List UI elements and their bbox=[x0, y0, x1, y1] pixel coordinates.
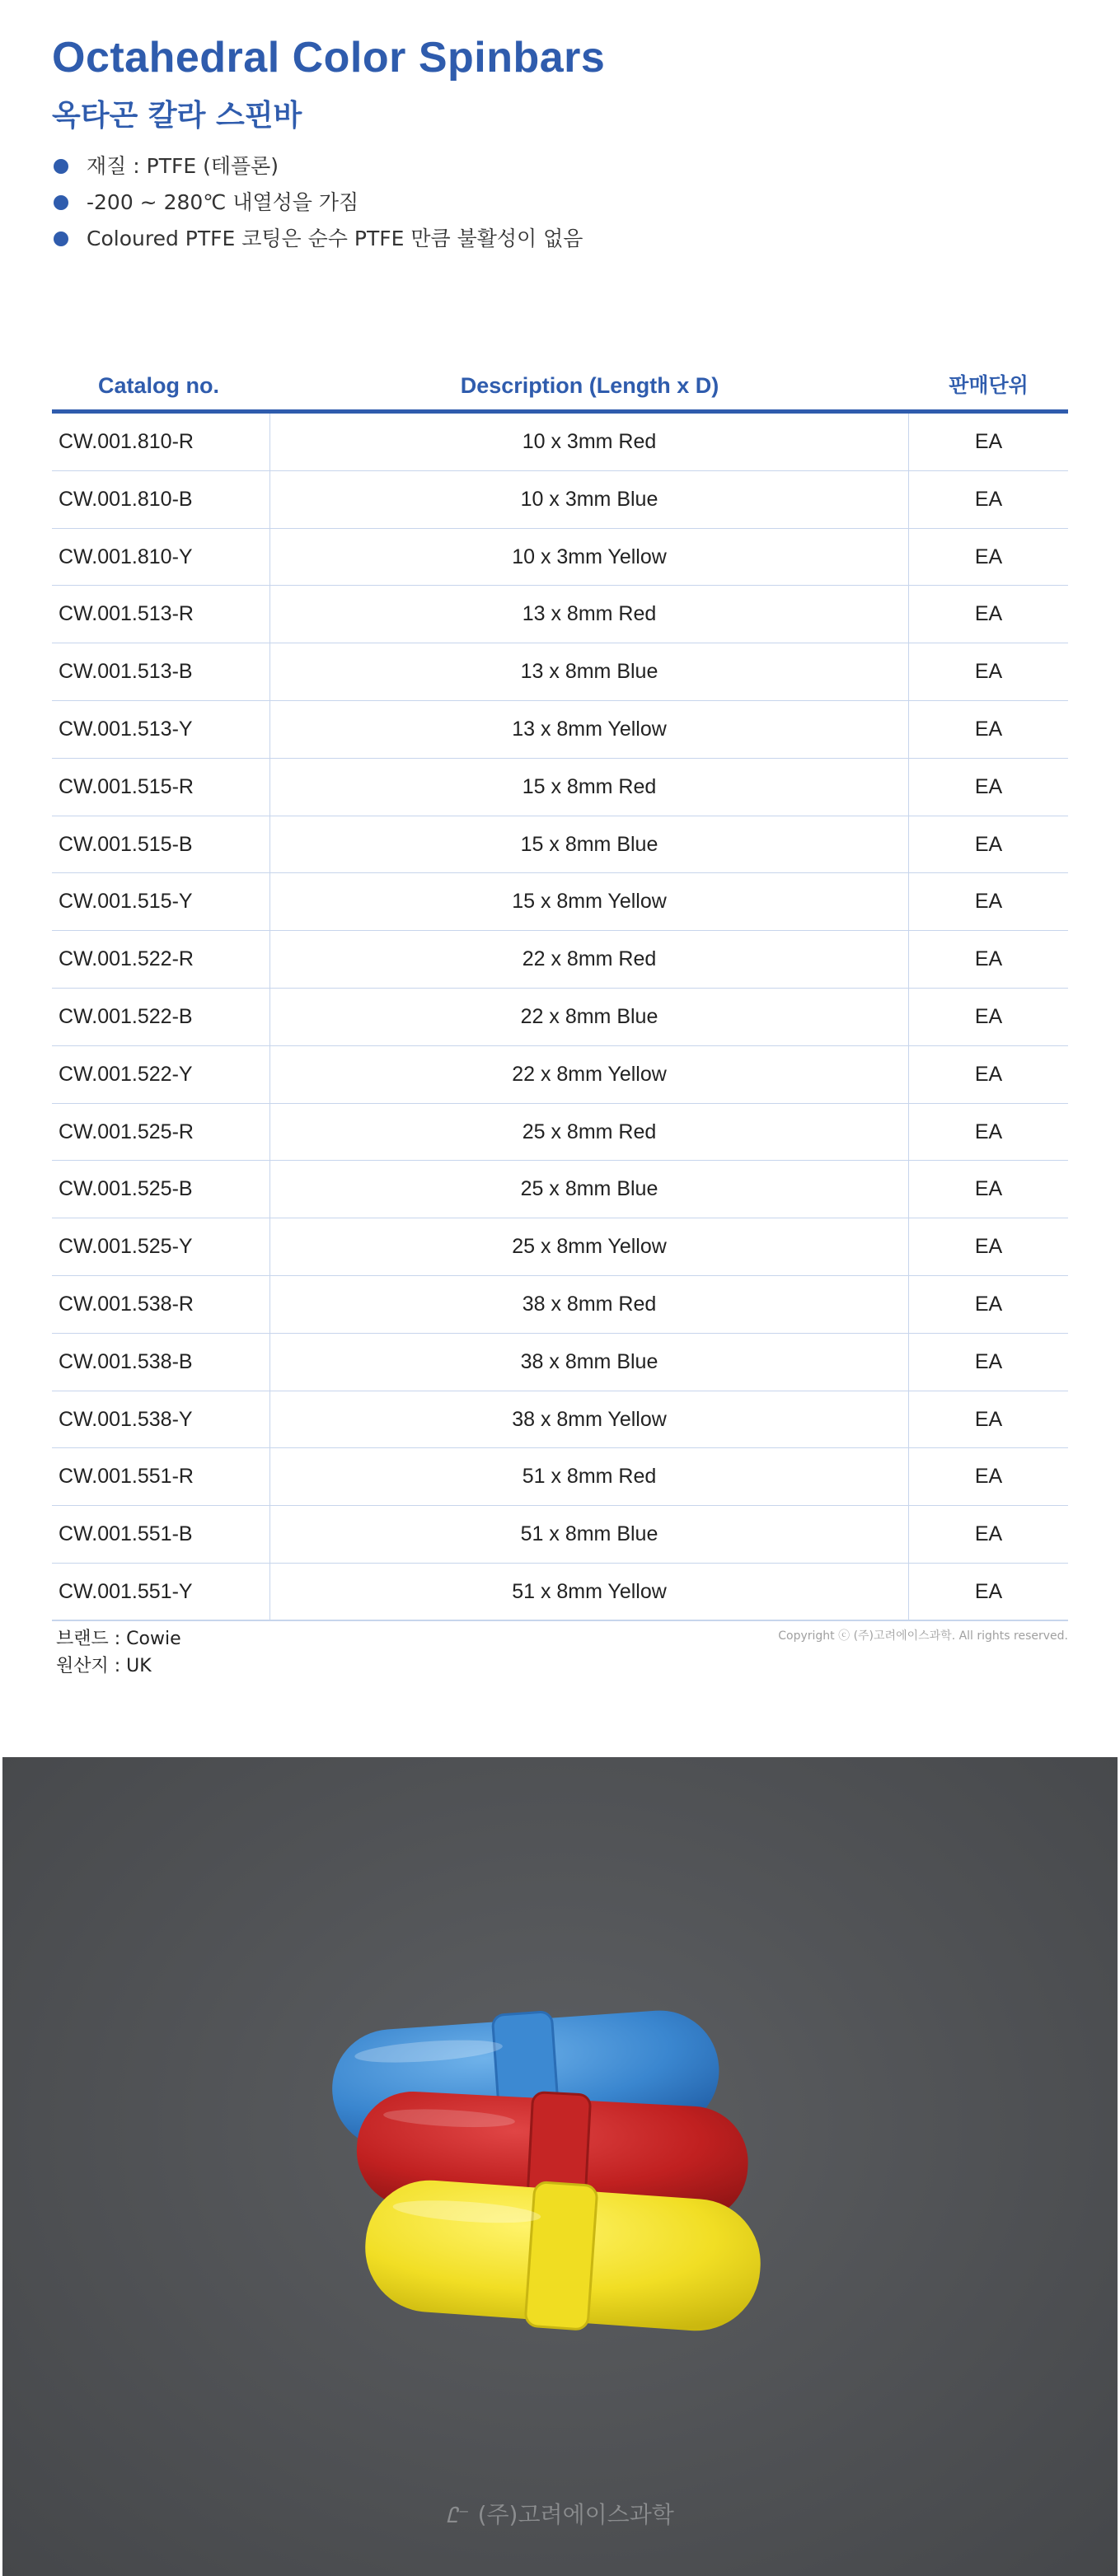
catalog-no-cell: CW.001.810-B bbox=[52, 471, 270, 528]
catalog-no-cell: CW.001.551-Y bbox=[52, 1564, 270, 1620]
catalog-no-cell: CW.001.522-Y bbox=[52, 1046, 270, 1103]
description-cell: 25 x 8mm Red bbox=[270, 1104, 909, 1161]
catalog-no-cell: CW.001.525-R bbox=[52, 1104, 270, 1161]
unit-cell: EA bbox=[974, 1062, 1003, 1086]
unit-cell: EA bbox=[974, 487, 1003, 511]
unit-cell: EA bbox=[974, 1292, 1003, 1316]
feature-item bbox=[52, 148, 583, 185]
catalog-no-cell: CW.001.551-B bbox=[52, 1506, 270, 1563]
feature-item bbox=[52, 221, 583, 257]
bullet-icon bbox=[54, 195, 68, 210]
catalog-no-cell: CW.001.522-R bbox=[52, 931, 270, 988]
description-cell: 25 x 8mm Yellow bbox=[270, 1218, 909, 1275]
product-photo bbox=[2, 1757, 1118, 2576]
origin-text: 원산지 : UK bbox=[56, 1656, 152, 1676]
catalog-no-cell: CW.001.515-B bbox=[52, 816, 270, 873]
page-title: Octahedral Color Spinbars bbox=[52, 34, 606, 82]
table-row bbox=[52, 1506, 1068, 1564]
catalog-no-cell: CW.001.513-Y bbox=[52, 701, 270, 758]
table-row bbox=[52, 701, 1068, 759]
catalog-no-cell: CW.001.525-Y bbox=[52, 1218, 270, 1275]
catalog-no-cell: CW.001.513-R bbox=[52, 586, 270, 643]
table-row bbox=[52, 931, 1068, 989]
catalog-no-cell: CW.001.513-B bbox=[52, 643, 270, 700]
table-row bbox=[52, 529, 1068, 587]
description-cell: 22 x 8mm Red bbox=[270, 931, 909, 988]
spinbar-illustration bbox=[2, 1757, 1118, 2576]
feature-item bbox=[52, 185, 583, 221]
catalog-no-cell: CW.001.515-Y bbox=[52, 873, 270, 930]
catalog-no-cell: CW.001.551-R bbox=[52, 1448, 270, 1505]
unit-cell: EA bbox=[974, 660, 1003, 684]
unit-cell: EA bbox=[974, 832, 1003, 856]
table-row bbox=[52, 1104, 1068, 1162]
table-row bbox=[52, 1218, 1068, 1276]
watermark-text: (주)고려에이스과학 bbox=[477, 2501, 674, 2528]
description-cell: 25 x 8mm Blue bbox=[270, 1161, 909, 1218]
unit-cell: EA bbox=[974, 1235, 1003, 1259]
unit-cell: EA bbox=[974, 1407, 1003, 1431]
table-row bbox=[52, 1564, 1068, 1621]
description-cell: 10 x 3mm Blue bbox=[270, 471, 909, 528]
table-row bbox=[52, 1448, 1068, 1506]
table-row bbox=[52, 989, 1068, 1046]
header-catalog-no: Catalog no. bbox=[98, 373, 219, 398]
bullet-icon bbox=[54, 159, 68, 174]
description-cell: 10 x 3mm Yellow bbox=[270, 529, 909, 586]
description-cell: 38 x 8mm Red bbox=[270, 1276, 909, 1333]
unit-cell: EA bbox=[974, 1349, 1003, 1373]
description-cell: 51 x 8mm Red bbox=[270, 1448, 909, 1505]
header-unit: 판매단위 bbox=[949, 373, 1029, 397]
table-row bbox=[52, 816, 1068, 874]
catalog-no-cell: CW.001.522-B bbox=[52, 989, 270, 1045]
unit-cell: EA bbox=[974, 1465, 1003, 1489]
unit-cell: EA bbox=[974, 430, 1003, 453]
table-row bbox=[52, 1046, 1068, 1104]
description-cell: 10 x 3mm Red bbox=[270, 414, 909, 470]
table-row bbox=[52, 471, 1068, 529]
description-cell: 51 x 8mm Blue bbox=[270, 1506, 909, 1563]
description-cell: 38 x 8mm Yellow bbox=[270, 1391, 909, 1448]
table-row bbox=[52, 1334, 1068, 1391]
description-cell: 22 x 8mm Yellow bbox=[270, 1046, 909, 1103]
catalog-no-cell: CW.001.525-B bbox=[52, 1161, 270, 1218]
unit-cell: EA bbox=[974, 774, 1003, 798]
description-cell: 13 x 8mm Blue bbox=[270, 643, 909, 700]
catalog-no-cell: CW.001.810-Y bbox=[52, 529, 270, 586]
header-description: Description (Length x D) bbox=[460, 373, 719, 398]
unit-cell: EA bbox=[974, 1522, 1003, 1546]
table-row bbox=[52, 873, 1068, 931]
copyright-text: Copyright ⓒ (주)고려에이스과학. All rights reserved. bbox=[778, 1629, 1068, 1643]
table-row bbox=[52, 1161, 1068, 1218]
product-meta bbox=[56, 1625, 181, 1680]
unit-cell: EA bbox=[974, 1579, 1003, 1603]
bullet-icon bbox=[54, 231, 68, 246]
table-row bbox=[52, 1391, 1068, 1449]
feature-text: -200 ~ 280℃ 내열성을 가짐 bbox=[87, 190, 359, 214]
page-subtitle: 옥타곤 칼라 스핀바 bbox=[52, 99, 302, 133]
catalog-table bbox=[52, 360, 1068, 1621]
description-cell: 13 x 8mm Yellow bbox=[270, 701, 909, 758]
unit-cell: EA bbox=[974, 602, 1003, 626]
catalog-no-cell: CW.001.810-R bbox=[52, 414, 270, 470]
table-row bbox=[52, 1276, 1068, 1334]
catalog-no-cell: CW.001.538-B bbox=[52, 1334, 270, 1391]
catalog-no-cell: CW.001.515-R bbox=[52, 759, 270, 816]
company-logo: Ꮭ⁻ bbox=[446, 2504, 470, 2528]
description-cell: 22 x 8mm Blue bbox=[270, 989, 909, 1045]
unit-cell: EA bbox=[974, 717, 1003, 741]
description-cell: 15 x 8mm Blue bbox=[270, 816, 909, 873]
table-body bbox=[52, 414, 1068, 1621]
watermark bbox=[2, 2497, 1118, 2530]
unit-cell: EA bbox=[974, 1177, 1003, 1201]
unit-cell: EA bbox=[974, 1004, 1003, 1028]
description-cell: 51 x 8mm Yellow bbox=[270, 1564, 909, 1620]
feature-list bbox=[52, 148, 583, 257]
table-header bbox=[52, 360, 1068, 414]
table-row bbox=[52, 643, 1068, 701]
catalog-no-cell: CW.001.538-Y bbox=[52, 1391, 270, 1448]
feature-text: Coloured PTFE 코팅은 순수 PTFE 만큼 불활성이 없음 bbox=[87, 227, 583, 250]
description-cell: 15 x 8mm Red bbox=[270, 759, 909, 816]
table-row bbox=[52, 759, 1068, 816]
description-cell: 38 x 8mm Blue bbox=[270, 1334, 909, 1391]
table-row bbox=[52, 586, 1068, 643]
unit-cell: EA bbox=[974, 1120, 1003, 1143]
description-cell: 13 x 8mm Red bbox=[270, 586, 909, 643]
unit-cell: EA bbox=[974, 890, 1003, 914]
feature-text: 재질 : PTFE (테플론) bbox=[87, 154, 279, 178]
description-cell: 15 x 8mm Yellow bbox=[270, 873, 909, 930]
table-row bbox=[52, 414, 1068, 471]
unit-cell: EA bbox=[974, 545, 1003, 568]
brand-text: 브랜드 : Cowie bbox=[56, 1629, 181, 1649]
catalog-no-cell: CW.001.538-R bbox=[52, 1276, 270, 1333]
unit-cell: EA bbox=[974, 947, 1003, 971]
